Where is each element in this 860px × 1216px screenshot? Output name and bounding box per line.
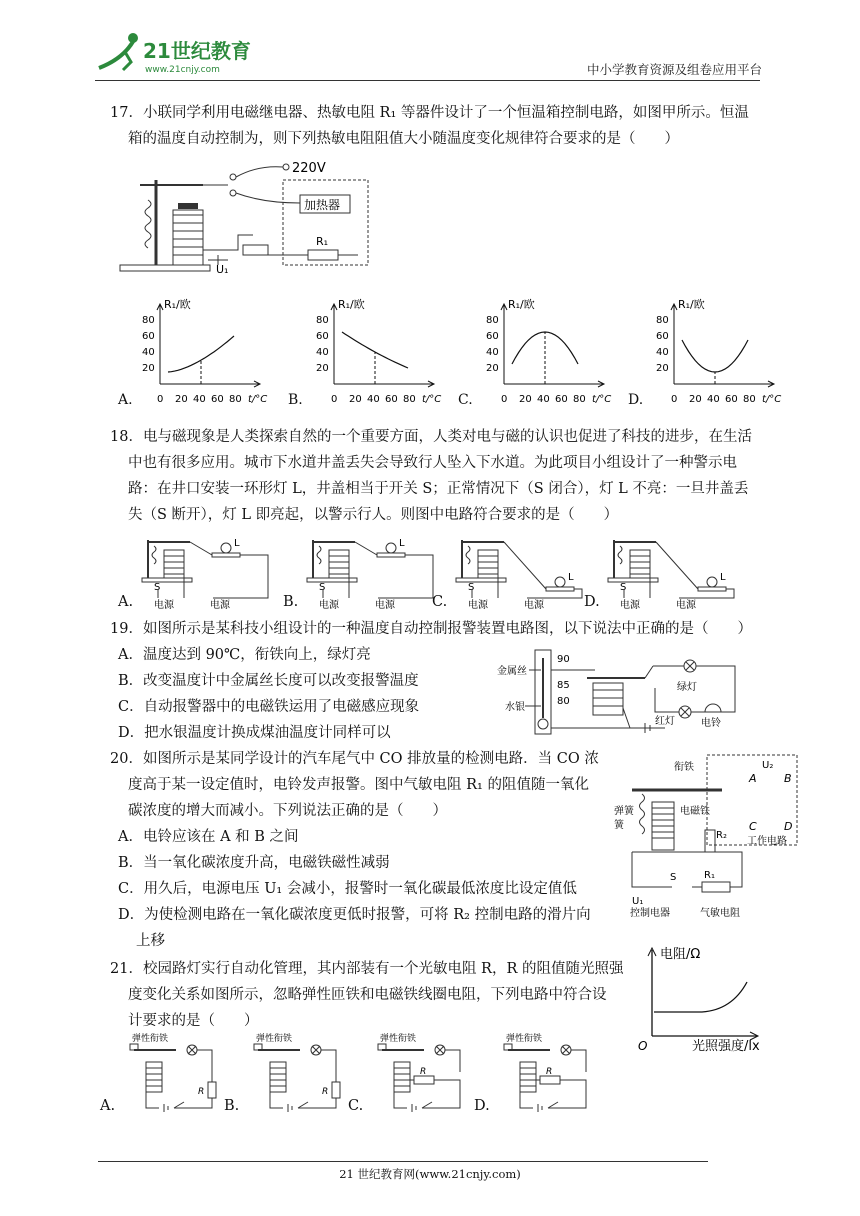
q17-graph-option-c bbox=[458, 292, 622, 416]
q18-line-2: 中也有很多应用。城市下水道井盖丢失会导致行人坠入下水道。为此项目小组设计了一种警示电 bbox=[128, 455, 737, 471]
q20-b-label: B bbox=[784, 772, 792, 785]
q17-voltage-label: 220V bbox=[292, 161, 326, 176]
q17-graph-option-d bbox=[628, 292, 792, 416]
q19-option-d: D．把水银温度计换成煤油温度计同样可以 bbox=[118, 725, 391, 741]
q17-xtick: 60 bbox=[555, 394, 568, 405]
q17-graph-ylabel: R₁/欧 bbox=[678, 298, 705, 311]
q18-line-3: 路：在井口安装一环形灯 L，井盖相当于开关 S；正常情况下（S 闭合），灯 L 不亮：一旦井盖丢 bbox=[128, 481, 749, 497]
q21-option-label: A. bbox=[100, 1098, 116, 1114]
q20-r1-label: R₁ bbox=[704, 870, 715, 881]
svg-text:L: L bbox=[234, 538, 240, 549]
q17-xtick: 0 bbox=[331, 394, 338, 405]
q17-ytick: 20 bbox=[486, 363, 499, 374]
q17-ytick: 60 bbox=[316, 331, 329, 342]
q20-option-b: B．当一氧化碳浓度升高，电磁铁磁性减弱 bbox=[118, 855, 390, 871]
q17-circuit-figure bbox=[118, 155, 378, 275]
q20-spring-label: 弹簧 bbox=[614, 806, 634, 817]
svg-text:电源: 电源 bbox=[319, 600, 339, 611]
q19-stem: 19．如图所示是某科技小组设计的一种温度自动控制报警装置电路图，以下说法中正确的是（ ） bbox=[110, 621, 752, 637]
q17-xtick: 0 bbox=[157, 394, 164, 405]
q21-line-2: 度变化关系如图所示，忽略弹性匝铁和电磁铁线圈电阻，下列电路中符合设 bbox=[128, 987, 607, 1003]
q17-xtick: 0 bbox=[671, 394, 678, 405]
q17-graph-xlabel: t/°C bbox=[248, 394, 268, 405]
q17-xtick: 40 bbox=[707, 394, 720, 405]
q17-xtick: 60 bbox=[725, 394, 738, 405]
q21-option-label: D. bbox=[474, 1098, 490, 1114]
logo-url: www.21cnjy.com bbox=[145, 65, 220, 75]
q20-option-d: D．为使检测电路在一氧化碳浓度更低时报警，可将 R₂ 控制电路的滑片向 bbox=[118, 907, 591, 923]
q17-ytick: 80 bbox=[142, 315, 155, 326]
q19-t85: 85 bbox=[557, 680, 570, 691]
q19-mercury-label: 水银 bbox=[505, 702, 525, 713]
q17-xtick: 20 bbox=[175, 394, 188, 405]
svg-text:S: S bbox=[468, 582, 475, 593]
q20-r2-label: R₂ bbox=[716, 830, 727, 841]
q17-graph-ylabel: R₁/欧 bbox=[164, 298, 191, 311]
q17-xtick: 20 bbox=[519, 394, 532, 405]
q20-circuit-figure bbox=[612, 752, 802, 922]
svg-text:S: S bbox=[319, 582, 326, 593]
svg-text:弹性衔铁: 弹性衔铁 bbox=[506, 1034, 543, 1044]
q18-circuit-option-b bbox=[283, 530, 443, 616]
q21-line-3: 计要求的是（ ） bbox=[128, 1013, 259, 1029]
q20-option-a: A．电铃应该在 A 和 B 之间 bbox=[118, 829, 299, 845]
q17-graph-xlabel: t/°C bbox=[422, 394, 442, 405]
q19-option-a: A．温度达到 90℃，衔铁向上，绿灯亮 bbox=[118, 647, 371, 663]
q20-control-label: 控制电器 bbox=[630, 908, 670, 919]
q17-ytick: 80 bbox=[486, 315, 499, 326]
q17-option-label: B. bbox=[288, 392, 303, 408]
q17-stem-1: 17．小联同学利用电磁继电器、热敏电阻 R₁ 等器件设计了一个恒温箱控制电路，如图甲所示。恒温 bbox=[110, 105, 749, 121]
q17-ytick: 60 bbox=[142, 331, 155, 342]
svg-text:电源: 电源 bbox=[620, 600, 640, 611]
q17-ytick: 80 bbox=[316, 315, 329, 326]
q18-option-label: A. bbox=[118, 594, 134, 610]
q18-circuit-option-d bbox=[584, 530, 744, 616]
q17-ytick: 20 bbox=[656, 363, 669, 374]
q20-spring-label-2: 簧 bbox=[614, 820, 624, 831]
q19-green-label: 绿灯 bbox=[677, 682, 697, 693]
q21-graph-origin: O bbox=[638, 1039, 648, 1053]
q21-circuit-option-d bbox=[474, 1032, 596, 1120]
header-divider bbox=[95, 80, 760, 81]
q21-circuit-option-c bbox=[348, 1032, 470, 1120]
q17-ytick: 60 bbox=[656, 331, 669, 342]
q17-ytick: 60 bbox=[486, 331, 499, 342]
q20-work-label: 工作电路 bbox=[747, 836, 787, 847]
q21-line-1: 21．校园路灯实行自动化管理，其内部装有一个光敏电阻 R，R 的阻值随光照强 bbox=[110, 961, 624, 977]
q20-option-c: C．用久后，电源电压 U₁ 会减小，报警时一氧化碳最低浓度比设定值低 bbox=[118, 881, 577, 897]
q19-option-c: C．自动报警器中的电磁铁运用了电磁感应现象 bbox=[118, 699, 420, 715]
q19-t80: 80 bbox=[557, 696, 570, 707]
q18-option-label: B. bbox=[283, 594, 299, 610]
question-19 bbox=[110, 616, 760, 642]
question-18 bbox=[110, 424, 760, 528]
q17-r1-label: R₁ bbox=[316, 235, 329, 248]
q17-xtick: 80 bbox=[573, 394, 586, 405]
svg-text:R: R bbox=[420, 1067, 427, 1077]
q17-xtick: 60 bbox=[385, 394, 398, 405]
q17-ytick: 80 bbox=[656, 315, 669, 326]
q17-ytick: 40 bbox=[486, 347, 499, 358]
q17-ytick: 20 bbox=[316, 363, 329, 374]
svg-text:弹性衔铁: 弹性衔铁 bbox=[380, 1034, 417, 1044]
svg-text:弹性衔铁: 弹性衔铁 bbox=[132, 1034, 169, 1044]
svg-text:L: L bbox=[399, 538, 405, 549]
q17-xtick: 20 bbox=[349, 394, 362, 405]
q17-graph-option-b bbox=[288, 292, 452, 416]
footer-text: 21 世纪教育网(www.21cnjy.com) bbox=[339, 1167, 521, 1181]
q20-d-label: D bbox=[784, 820, 793, 833]
q20-option-d-cont: 上移 bbox=[136, 933, 165, 949]
q17-xtick: 80 bbox=[229, 394, 242, 405]
q17-xtick: 80 bbox=[743, 394, 756, 405]
q18-circuit-option-a bbox=[118, 530, 278, 616]
svg-text:电源: 电源 bbox=[524, 600, 544, 611]
logo-text: 21世纪教育 bbox=[143, 39, 251, 63]
svg-text:R: R bbox=[546, 1067, 553, 1077]
q17-xtick: 60 bbox=[211, 394, 224, 405]
q21-option-label: C. bbox=[348, 1098, 364, 1114]
q20-a-label: A bbox=[749, 772, 757, 785]
q17-xtick: 40 bbox=[367, 394, 380, 405]
q17-option-label: C. bbox=[458, 392, 473, 408]
q20-line-3: 碳浓度的增大而减小。下列说法正确的是（ ） bbox=[128, 803, 447, 819]
q17-ytick: 40 bbox=[656, 347, 669, 358]
q18-option-label: C. bbox=[432, 594, 448, 610]
q17-xtick: 80 bbox=[403, 394, 416, 405]
svg-text:电源: 电源 bbox=[210, 600, 230, 611]
q19-circuit-figure bbox=[495, 648, 745, 743]
q20-magnet-label: 电磁铁 bbox=[680, 806, 710, 817]
q17-ytick: 40 bbox=[142, 347, 155, 358]
q18-circuit-option-c bbox=[432, 530, 592, 616]
header-platform-text: 中小学教育资源及组卷应用平台 bbox=[586, 62, 762, 77]
q20-armature-label: 衔铁 bbox=[674, 762, 694, 773]
q17-xtick: 40 bbox=[193, 394, 206, 405]
q17-xtick: 40 bbox=[537, 394, 550, 405]
svg-text:L: L bbox=[720, 572, 726, 583]
q19-t90: 90 bbox=[557, 654, 570, 665]
q17-ytick: 20 bbox=[142, 363, 155, 374]
q17-stem-2: 箱的温度自动控制为，则下列热敏电阻阻值大小随温度变化规律符合要求的是（ ） bbox=[128, 131, 679, 147]
svg-text:S: S bbox=[154, 582, 161, 593]
q17-u1-label: U₁ bbox=[216, 263, 229, 275]
svg-text:电源: 电源 bbox=[468, 600, 488, 611]
q17-option-label: A. bbox=[118, 392, 133, 408]
q20-u2-label: U₂ bbox=[762, 760, 774, 771]
q19-option-b: B．改变温度计中金属丝长度可以改变报警温度 bbox=[118, 673, 419, 689]
q19-red-label: 红灯 bbox=[655, 716, 675, 727]
question-21 bbox=[110, 956, 640, 1034]
q20-line-2: 度高于某一设定值时，电铃发声报警。图中气敏电阻 R₁ 的阻值随一氧化 bbox=[128, 777, 589, 793]
svg-text:弹性衔铁: 弹性衔铁 bbox=[256, 1034, 293, 1044]
q20-u1-label: U₁ bbox=[632, 896, 644, 907]
q20-line-1: 20．如图所示是某同学设计的汽车尾气中 CO 排放量的检测电路．当 CO 浓 bbox=[110, 751, 599, 767]
q21-option-label: B. bbox=[224, 1098, 240, 1114]
question-17 bbox=[110, 100, 760, 152]
q18-line-1: 18．电与磁现象是人类探索自然的一个重要方面，人类对电与磁的认识也促进了科技的进步，在生活 bbox=[110, 429, 752, 445]
q17-heater-label: 加热器 bbox=[304, 198, 341, 212]
q17-graph-option-a bbox=[118, 292, 278, 416]
q21-circuit-option-b bbox=[224, 1032, 346, 1120]
q19-wire-label: 金属丝 bbox=[497, 666, 527, 677]
site-logo bbox=[95, 30, 265, 80]
q21-graph-ylabel: 电阻/Ω bbox=[660, 947, 701, 962]
q20-s-label: S bbox=[670, 872, 677, 883]
svg-text:R: R bbox=[322, 1087, 329, 1097]
q21-circuit-option-a bbox=[100, 1032, 222, 1120]
question-20 bbox=[110, 746, 620, 824]
q20-c-label: C bbox=[749, 820, 757, 833]
svg-text:R: R bbox=[198, 1087, 205, 1097]
svg-text:电源: 电源 bbox=[676, 600, 696, 611]
q17-ytick: 40 bbox=[316, 347, 329, 358]
q21-resistance-graph bbox=[632, 944, 782, 1054]
svg-text:S: S bbox=[620, 582, 627, 593]
q18-line-4: 失（S 断开），灯 L 即亮起，以警示行人。则图中电路符合要求的是（ ） bbox=[128, 507, 619, 523]
q17-graph-ylabel: R₁/欧 bbox=[508, 298, 535, 311]
svg-text:电源: 电源 bbox=[375, 600, 395, 611]
svg-text:电源: 电源 bbox=[154, 600, 174, 611]
q20-gas-label: 气敏电阻 bbox=[700, 908, 740, 919]
q17-graph-ylabel: R₁/欧 bbox=[338, 298, 365, 311]
q17-option-label: D. bbox=[628, 392, 644, 408]
q17-xtick: 0 bbox=[501, 394, 508, 405]
q17-xtick: 20 bbox=[689, 394, 702, 405]
footer-divider bbox=[98, 1161, 708, 1162]
q19-bell-label: 电铃 bbox=[701, 718, 721, 729]
q21-graph-xlabel: 光照强度/lx bbox=[692, 1039, 760, 1054]
svg-text:L: L bbox=[568, 572, 574, 583]
q17-curve bbox=[682, 340, 748, 372]
q17-graph-xlabel: t/°C bbox=[592, 394, 612, 405]
q18-option-label: D. bbox=[584, 594, 600, 610]
q17-graph-xlabel: t/°C bbox=[762, 394, 782, 405]
